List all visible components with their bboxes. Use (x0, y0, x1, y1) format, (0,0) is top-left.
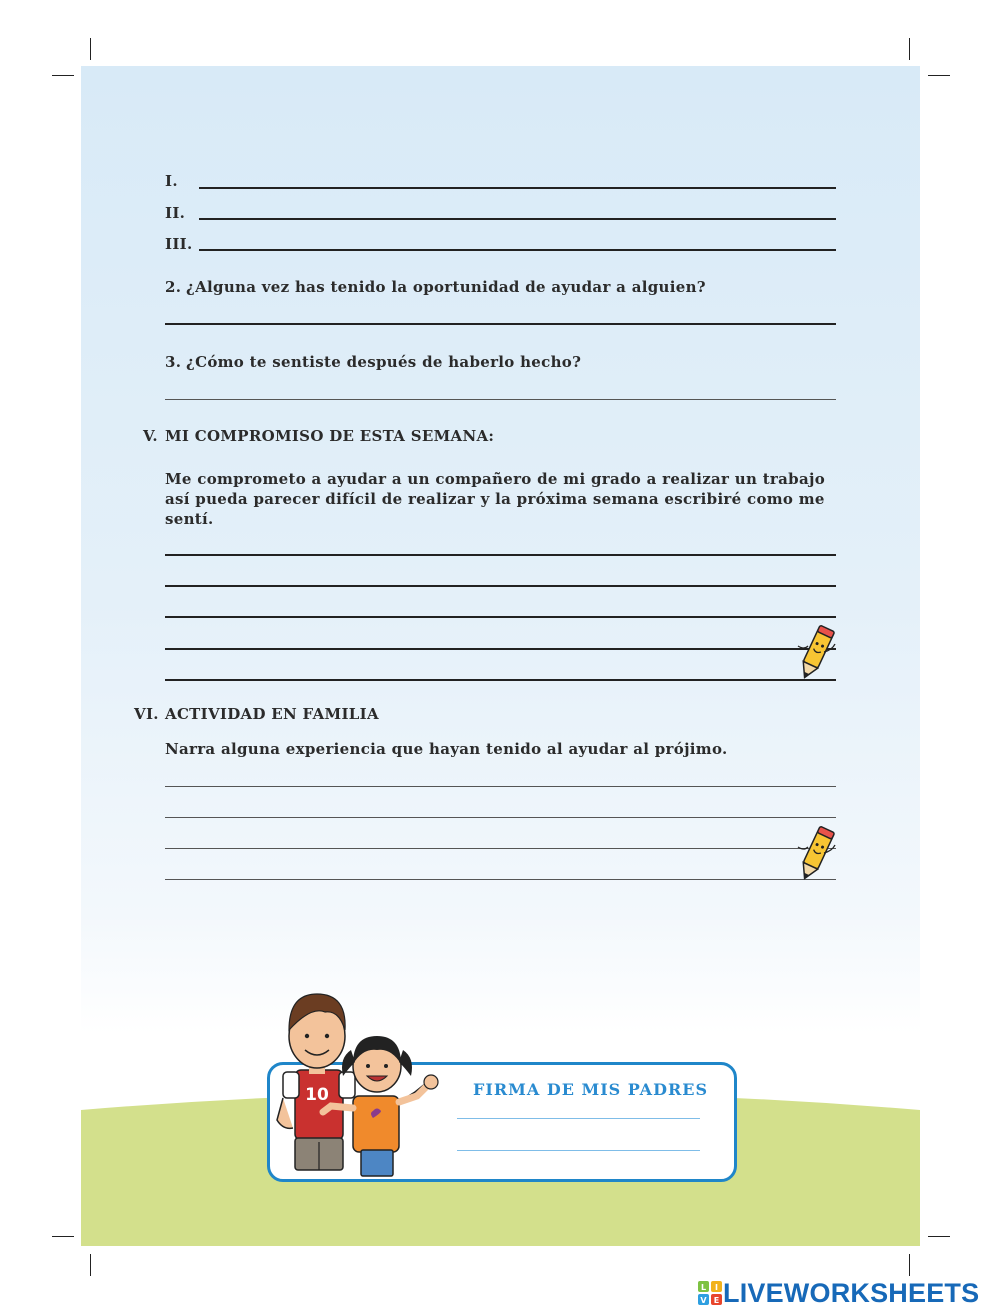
liveworksheets-brand (697, 1278, 979, 1308)
signature-box-title: FIRMA DE MIS PADRES (473, 1080, 708, 1099)
question-2-text: ¿Alguna vez has tenido la oportunidad de ayudar a alguien? (186, 278, 706, 296)
answer-line-vi2[interactable] (165, 817, 836, 818)
crop-mark (928, 1236, 950, 1237)
crop-mark (52, 75, 74, 76)
answer-line-v4[interactable] (165, 648, 836, 650)
answer-line-v2[interactable] (165, 585, 836, 587)
children-illustration (265, 980, 445, 1180)
section-vi-numeral: VI. (134, 705, 159, 723)
section-vi-prompt: Narra alguna experiencia que hayan tenido al ayudar al prójimo. (165, 740, 728, 758)
question-2-number: 2. (165, 278, 182, 296)
question-3-number: 3. (165, 353, 182, 371)
section-v-numeral: V. (143, 427, 158, 445)
answer-line-vi1[interactable] (165, 786, 836, 787)
answer-line-q2[interactable] (165, 323, 836, 325)
answer-line-v1[interactable] (165, 554, 836, 556)
crop-mark (909, 1254, 910, 1276)
answer-line-v3[interactable] (165, 616, 836, 618)
signature-line-1[interactable] (457, 1118, 700, 1119)
svg-text:E: E (713, 1296, 720, 1305)
answer-line-v5[interactable] (165, 679, 836, 681)
crop-mark (928, 75, 950, 76)
section-vi-title: ACTIVIDAD EN FAMILIA (165, 705, 379, 723)
answer-line-ii[interactable] (199, 218, 836, 220)
jersey-number: 10 (305, 1085, 329, 1105)
answer-line-vi3[interactable] (165, 848, 836, 849)
answer-line-vi4[interactable] (165, 879, 836, 880)
crop-mark (90, 1254, 91, 1276)
section-v-paragraph: Me comprometo a ayudar a un compañero de mi grado a realizar un trabajo así pueda parecer difícil de realizar y la próxima semana escribiré como me sentí. (165, 470, 825, 528)
list-label-i: I. (165, 172, 178, 190)
liveworksheets-logo-icon (697, 1280, 723, 1306)
svg-text:L: L (700, 1283, 707, 1292)
answer-line-i[interactable] (199, 187, 836, 189)
crop-mark (52, 1236, 74, 1237)
svg-text:I: I (715, 1283, 718, 1292)
list-label-iii: III. (165, 235, 193, 253)
pencil-mascot-icon (794, 825, 838, 883)
crop-mark (90, 38, 91, 60)
signature-line-2[interactable] (457, 1150, 700, 1151)
crop-mark (909, 38, 910, 60)
answer-line-q3[interactable] (165, 399, 836, 400)
svg-text:V: V (700, 1296, 707, 1305)
answer-line-iii[interactable] (199, 249, 836, 251)
pencil-mascot-icon (794, 624, 838, 682)
liveworksheets-logo-text: LIVEWORKSHEETS (723, 1277, 980, 1308)
question-3-text: ¿Cómo te sentiste después de haberlo hecho? (186, 353, 582, 371)
section-v-title: MI COMPROMISO DE ESTA SEMANA: (165, 427, 495, 445)
list-label-ii: II. (165, 204, 186, 222)
